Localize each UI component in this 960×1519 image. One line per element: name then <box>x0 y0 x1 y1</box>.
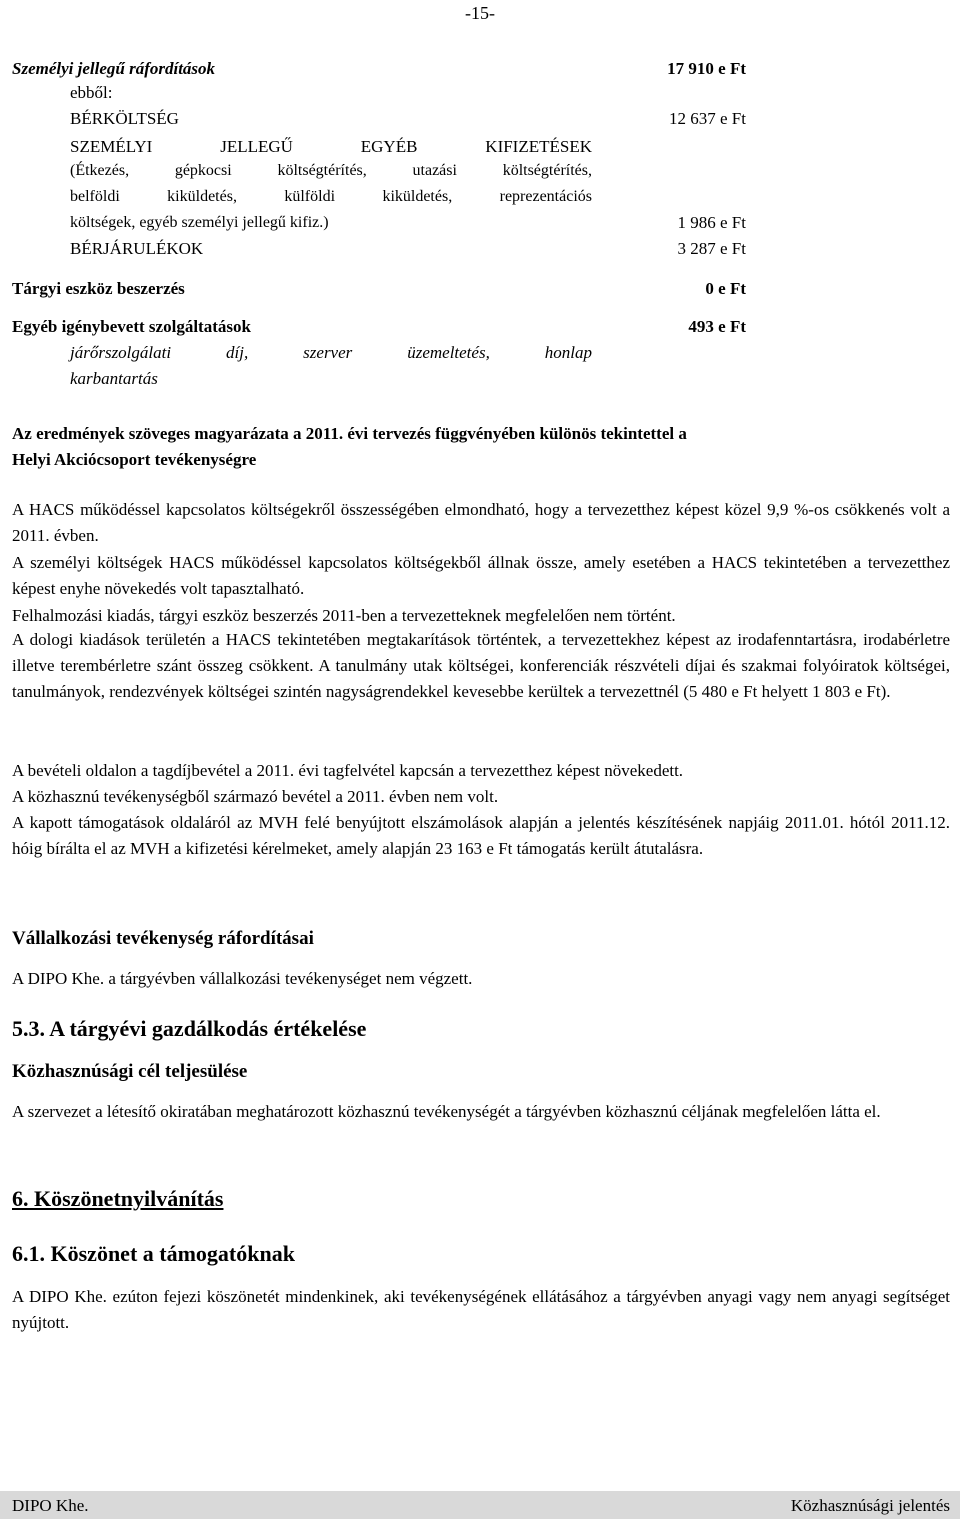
personal-expenses-title: Személyi jellegű ráfordítások <box>12 59 216 78</box>
thanks-text: A DIPO Khe. ezúton fejezi köszönetét mindenkinek, aki tevékenységének ellátásához a tárgyévben anyagi vagy nem anyagi segítséget nyújtott. <box>12 1287 950 1332</box>
page-number: -15- <box>465 3 495 23</box>
other-payments-label: SZEMÉLYI JELLEGŰ EGYÉB KIFIZETÉSEK <box>70 137 592 156</box>
services-amount: 493 e Ft <box>688 317 746 336</box>
services-desc-2: karbantartás <box>70 369 158 388</box>
results-paragraph-4: A dologi kiadások területén a HACS tekintetében megtakarítások történtek, a tervezettekhez képest az irodafenntartásra, irodabérletre illetve terembérletre szánt összeg csökkent. A tanulmány utak költségei, konferenciák részvételi díjai és szakmai folyóiratok költségei, tanulmányok, rendezvények költségei szintén nagyságrendekkel kevesebbe kerültek a tervezettnél (5 480 e Ft helyett 1 803 e Ft). <box>12 630 950 701</box>
other-payments-amount: 1 986 e Ft <box>677 213 746 232</box>
results-paragraph-7: A kapott támogatások oldaláról az MVH felé benyújtott elszámolások alapján a jelentés készítésének napjáig 2011.01. hótól 2011.12. hóig bírálta el az MVH a kifizetési kérelmeket, amely alapján 23 163 e Ft támogatás került átutalásra. <box>12 813 950 858</box>
contributions-amount: 3 287 e Ft <box>677 239 746 258</box>
section-6-heading: 6. Köszönetnyilvánítás <box>12 1186 224 1211</box>
services-title: Egyéb igénybevett szolgáltatások <box>12 317 251 336</box>
tangible-assets-amount: 0 e Ft <box>705 279 746 298</box>
footer-organization: DIPO Khe. <box>12 1496 89 1515</box>
page-footer <box>0 1491 960 1519</box>
other-payments-desc-2: belföldi kiküldetés, külföldi kiküldetés, reprezentációs <box>70 188 592 205</box>
results-paragraph-6: A közhasznú tevékenységből származó bevétel a 2011. évben nem volt. <box>12 787 499 806</box>
enterprise-text: A DIPO Khe. a tárgyévben vállalkozási tevékenységet nem végzett. <box>12 969 473 988</box>
results-paragraph-1: A HACS működéssel kapcsolatos költségekről összességében elmondható, hogy a tervezetthez képest közel 9,9 %-os csökkenés volt a 2011. évben. <box>12 500 950 545</box>
of-which-label: ebből: <box>70 83 113 102</box>
tangible-assets-title: Tárgyi eszköz beszerzés <box>12 279 185 298</box>
footer-report-title: Közhasznúsági jelentés <box>790 1496 950 1515</box>
enterprise-heading: Vállalkozási tevékenység ráfordításai <box>12 928 314 949</box>
results-heading-line-1: Az eredmények szöveges magyarázata a 2011. évi tervezés függvényében különös tekintettel a <box>12 424 687 443</box>
results-paragraph-5: A bevételi oldalon a tagdíjbevétel a 2011. évi tagfelvétel kapcsán a tervezetthez képest növekedett. <box>12 761 684 780</box>
public-benefit-text: A szervezet a létesítő okiratában meghatározott közhasznú tevékenységét a tárgyévben közhasznú céljának megfelelően látta el. <box>12 1102 881 1121</box>
results-paragraph-3: Felhalmozási kiadás, tárgyi eszköz beszerzés 2011-ben a tervezetteknek megfelelően nem történt. <box>12 606 676 625</box>
other-payments-desc-3: költségek, egyéb személyi jellegű kifiz.) <box>70 214 329 231</box>
other-payments-desc-1: (Étkezés, gépkocsi költségtérítés, utazási költségtérítés, <box>70 162 592 179</box>
personal-expenses-amount: 17 910 e Ft <box>667 59 746 78</box>
section-6-1-heading: 6.1. Köszönet a támogatóknak <box>12 1241 295 1266</box>
contributions-label: BÉRJÁRULÉKOK <box>70 239 204 258</box>
results-paragraph-2: A személyi költségek HACS működéssel kapcsolatos költségekből állnak össze, amely esetében a HACS tekintetében a tervezetthez képest enyhe növekedés volt tapasztalható. <box>12 553 950 598</box>
wages-label: BÉRKÖLTSÉG <box>70 109 179 128</box>
public-benefit-subheading: Közhasznúsági cél teljesülése <box>12 1061 248 1082</box>
results-heading-line-2: Helyi Akciócsoport tevékenységre <box>12 450 257 469</box>
wages-amount: 12 637 e Ft <box>669 109 746 128</box>
services-desc-1: járőrszolgálati díj, szerver üzemeltetés, honlap <box>70 343 592 362</box>
section-5-3-heading: 5.3. A tárgyévi gazdálkodás értékelése <box>12 1016 367 1041</box>
